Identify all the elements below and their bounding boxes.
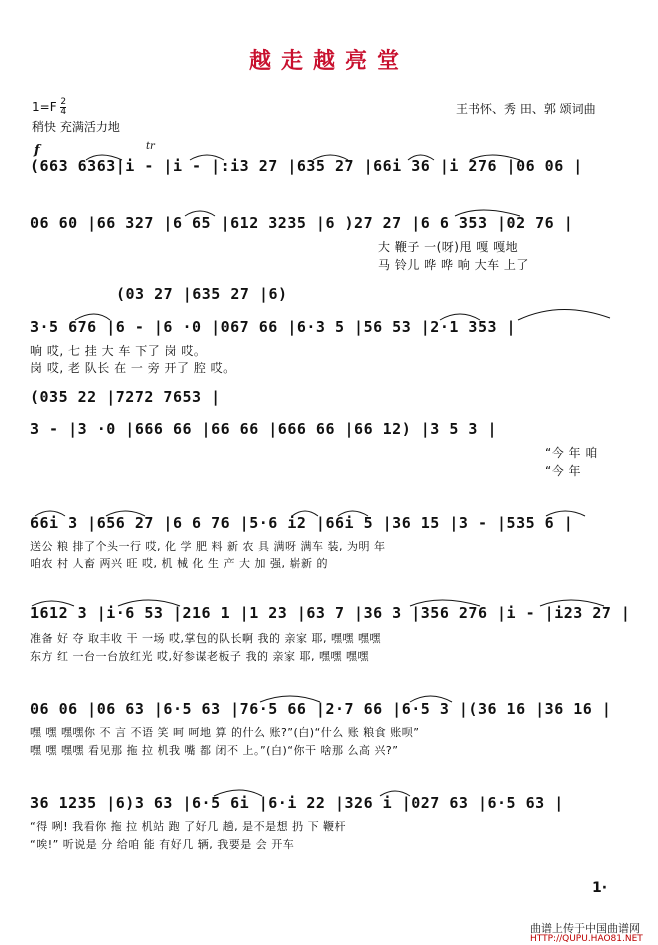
slur-arc [32, 601, 74, 606]
melody-row: 06 06 |06 63 |6·5 63 |76·5 66 |2·7 66 |6·5 3 |(36 16 |36 16 | [30, 700, 612, 718]
melody-row: 3 - |3 ·0 |666 66 |66 66 |666 66 |66 12) |3 5 3 | [30, 420, 498, 438]
lyric-line: 嘿 嘿 嘿嘿 看见那 拖 拉 机我 嘴 都 闭不 上。”(白)“你干 啥那 么高 兴?” [30, 744, 399, 757]
lyric-line: 马 铃儿 哗 哗 响 大车 上了 [378, 258, 529, 272]
melody-row: 66i 3 |656 27 |6 6 76 |5·6 i2 |66i 5 |36 15 |3 - |535 6 | [30, 514, 574, 532]
slur-arc [35, 511, 65, 516]
slur-arc [86, 155, 122, 160]
time-sig-top: 2 [60, 97, 67, 107]
melody-row-upper: (03 27 |635 27 |6) [116, 285, 288, 303]
melody-row-upper: (035 22 |7272 7653 | [30, 388, 221, 406]
slur-arc [292, 511, 318, 516]
page-number: 1· [592, 880, 608, 896]
lyric-line: “得 咧! 我看你 拖 拉 机站 跑 了好几 趟, 是不是想 扔 下 鞭杆 [30, 820, 347, 833]
slur-arc [380, 791, 410, 796]
slur-arc [118, 600, 180, 606]
slur-arc [410, 696, 452, 702]
slur-arc [518, 309, 610, 320]
key-label: 1=F [32, 100, 57, 114]
melody-row: 06 60 |66 327 |6 65 |612 3235 |6 )27 27 |6 6 353 |02 76 | [30, 214, 574, 232]
lyric-line: 准备 好 夺 取丰收 干 一场 哎,掌包的队长啊 我的 亲家 耶, 嘿嘿 嘿嘿 [30, 632, 381, 645]
slur-arc [410, 600, 480, 606]
melody-row: 3·5 676 |6 - |6 ·0 |067 66 |6·3 5 |56 53 |2·1 353 | [30, 318, 517, 336]
slur-arc [75, 314, 110, 320]
lyric-line: 响 哎, 七 挂 大 车 下了 岗 哎。 [30, 344, 207, 358]
melody-row: (663 6363|i - |i - |:i3 27 |635 27 |66i 36 |i 276 |06 06 | [30, 157, 583, 175]
credits: 王书怀、秀 田、郭 颂词曲 [456, 102, 596, 116]
lyric-line: 嘿 嘿 嘿嘿你 不 言 不语 笑 呵 呵地 算 的什么 账?”(白)“什么 账 粮食 账呗” [30, 726, 420, 739]
melody-row: 36 1235 |6)3 63 |6·5 6i |6·i 22 |326 i |027 63 |6·5 63 | [30, 794, 564, 812]
dynamic-forte: f [34, 143, 40, 158]
lyric-line: 咱农 村 人畜 两兴 旺 哎, 机 械 化 生 产 大 加 强, 崭新 的 [30, 557, 328, 570]
slur-arc [214, 790, 262, 796]
trill-mark: tr [146, 141, 155, 152]
slur-arc [190, 155, 224, 160]
lyric-line: “今 年 咱 [545, 446, 598, 460]
slur-arc [260, 696, 320, 702]
tempo-marking: 稍快 充满活力地 [32, 120, 120, 134]
slur-arc [338, 511, 368, 516]
slur-arc [455, 210, 520, 216]
watermark-url: HTTP://QUPU.HAO81.NET [530, 934, 643, 944]
time-sig-bottom: 4 [60, 107, 67, 117]
lyric-line: 岗 哎, 老 队长 在 一 旁 开了 腔 哎。 [30, 361, 236, 375]
lyric-line: “今 年 [545, 464, 582, 478]
melody-row: 1612 3 |i·6 53 |216 1 |1 23 |63 7 |36 3 |356 276 |i - |i23 27 | [30, 604, 631, 622]
slur-arc [185, 211, 215, 216]
lyric-line: 送公 粮 排了个头一行 哎, 化 学 肥 料 新 农 具 满呀 满车 装, 为明 年 [30, 540, 386, 553]
slur-arc [540, 600, 604, 606]
lyric-line: “唉!” 听说是 分 给咱 能 有好几 辆, 我要是 会 开车 [30, 838, 295, 851]
lyric-line: 东方 红 一台一台放红光 哎,好参谋老板子 我的 亲家 耶, 嘿嘿 嘿嘿 [30, 650, 369, 663]
watermark-text: 曲谱上传于中国曲谱网 [530, 922, 640, 935]
slur-arc [470, 155, 520, 160]
slur-arc [313, 155, 348, 160]
lyric-line: 大 鞭子 一(呀)甩 嘎 嘎地 [378, 240, 519, 254]
slur-arc [408, 155, 434, 160]
slur-arc [106, 511, 145, 516]
song-title: 越走越亮堂 [248, 48, 409, 74]
slur-arc [440, 314, 480, 320]
slur-arc [546, 511, 585, 516]
